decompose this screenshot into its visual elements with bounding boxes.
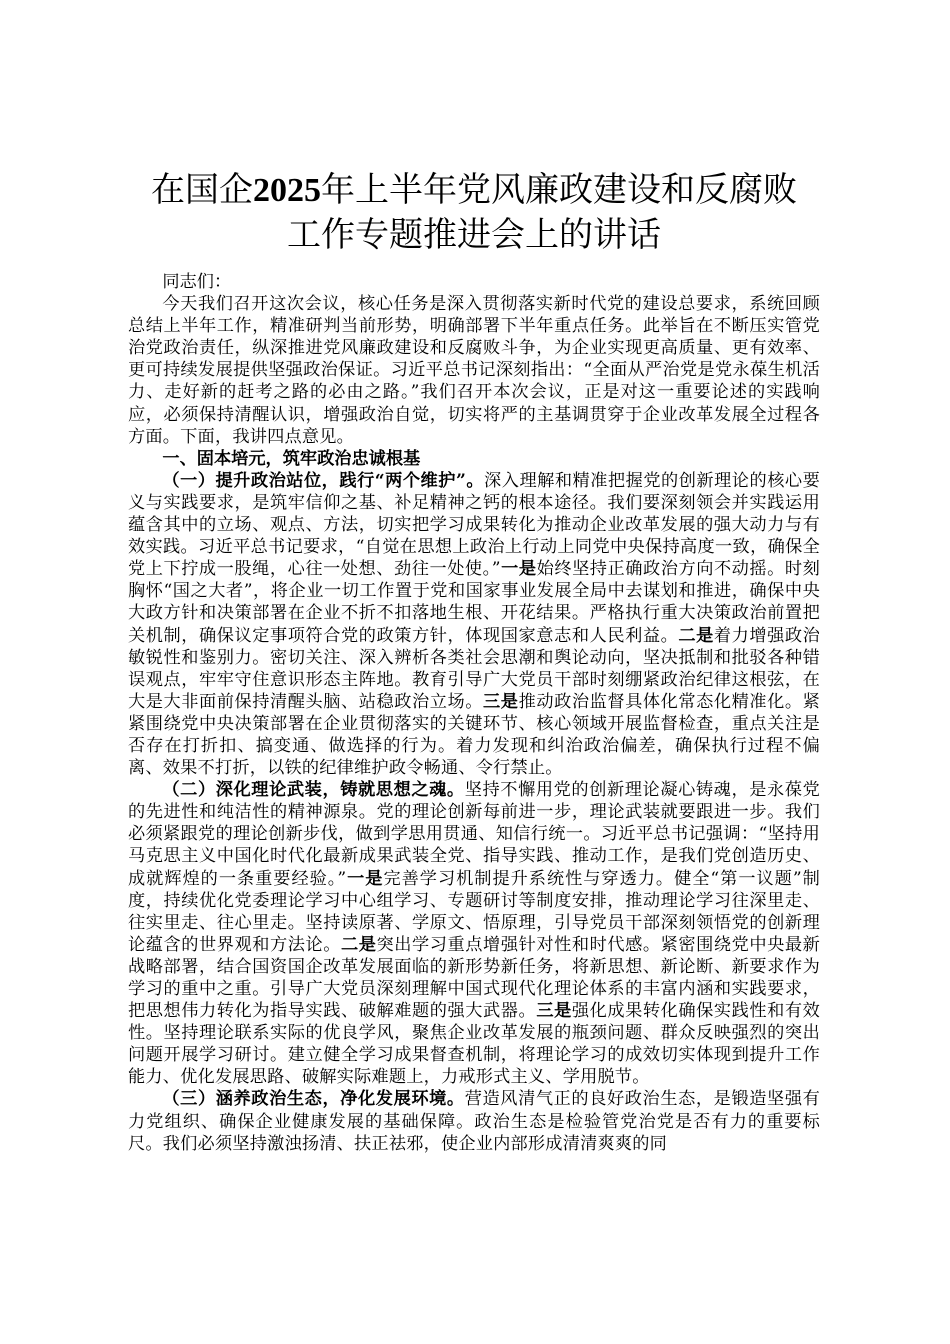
title-line2: 工作专题推进会上的讲话 [287, 215, 661, 255]
title-line1-post: 年上半年党风廉政建设和反腐败 [321, 170, 797, 210]
section-1-1-text-c: 着力增强政治敏锐性和鉴别力。密切关注、深入辨析各类社会思潮和舆论动向，坚决抵制和批驳各种错误观点，牢牢守住意识形态主阵地。教育引导广大党员干部时刻绷紧政治纪律这根弦，在大是大非面前保持清醒头脑、站稳政治立场。 [128, 625, 821, 712]
section-1-1-keyword-2: 二是 [678, 625, 714, 646]
section-1-3-paragraph [128, 1088, 820, 1154]
section-1-1-keyword-1: 一是 [500, 559, 537, 580]
section-1-1-text-d: 推动政治监督具体化常态化精准化。紧紧围绕党中央决策部署在企业贯彻落实的关键环节、核心领域开展监督检查，重点关注是否存在打折扣、搞变通、做选择的行为。着力发现和纠治政治偏差，确保执行过程不偏离、效果不打折，以铁的纪律维护政令畅通、令行禁止。 [128, 691, 820, 779]
section-1-2-text-d: 强化成果转化确保实践性和有效性。坚持理论联系实际的优良学风，聚焦企业改革发展的瓶颈问题、群众反映强烈的突出问题开展学习研讨。建立健全学习成果督查机制，将理论学习的成效切实体现到提升工作能力、优化发展思路、破解实际难题上，力戒形式主义、学用脱节。 [128, 1001, 820, 1088]
section-1-1-text-b: 始终坚持正确政治方向不动摇。时刻胸怀“国之大者”，将企业一切工作置于党和国家事业发展全局中去谋划和推进，确保中央大政方针和决策部署在企业不折不扣落地生根、开花结果。严格执行重大决策政治前置把关机制，确保议定事项符合党的政策方针，体现国家意志和人民利益。 [128, 559, 820, 646]
section-1-2-paragraph [128, 779, 820, 1088]
section-1-2-keyword-1: 一是 [346, 868, 384, 889]
section-1-1-heading: （一）提升政治站位，践行“两个维护”。 [162, 470, 485, 491]
intro-paragraph: 今天我们召开这次会议，核心任务是深入贯彻落实新时代党的建设总要求，系统回顾总结上半年工作，精准研判当前形势，明确部署下半年重点任务。此举旨在不断压实管党治党政治责任，纵深推进党风廉政建设和反腐败斗争，为企业实现更高质量、更有效率、更可持续发展提供坚强政治保证。习近平总书记深刻指出：“全面从严治党是党永葆生机活力、走好新的赶考之路的必由之路。”我们召开本次会议，正是对这一重要论述的实践响应，必须保持清醒认识，增强政治自觉，切实将严的主基调贯穿于企业改革发展全过程各方面。下面，我讲四点意见。 [128, 294, 820, 447]
section-1-2-text-b: 完善学习机制提升系统性与穿透力。健全“第一议题”制度，持续优化党委理论学习中心组学习、专题研讨等制度安排，推动理论学习往深里走、往实里走、往心里走。坚持读原著、学原文、悟原理，引导党员干部深刻领悟党的创新理论蕴含的世界观和方法论。 [128, 868, 820, 955]
section-1-1-text-a: 深入理解和精准把握党的创新理论的核心要义与实践要求，是筑牢信仰之基、补足精神之钙的根本途径。我们要深刻领会并实践运用蕴含其中的立场、观点、方法，切实把学习成果转化为推动企业改革发展的强大动力与有效实践。习近平总书记要求，“自觉在思想上政治上行动上同党中央保持高度一致，确保全党上下拧成一股绳，心往一处想、劲往一处使。” [128, 470, 820, 580]
title-line1-pre: 在国企 [151, 170, 253, 210]
section-1-3-heading: （三）涵养政治生态，净化发展环境。 [162, 1089, 465, 1110]
section-1-2-keyword-2: 二是 [341, 934, 377, 955]
section-1-2-keyword-3: 三是 [536, 1001, 572, 1022]
document-title [128, 168, 820, 257]
title-year: 2025 [253, 172, 321, 209]
section-1-1-keyword-3: 三是 [483, 691, 519, 712]
section-1-2-text-a: 坚持不懈用党的创新理论凝心铸魂，是永葆党的先进性和纯洁性的精神源泉。党的理论创新每前进一步，理论武装就要跟进一步。我们必须紧跟党的理论创新步伐，做到学思用贯通、知信行统一。习近平总书记强调：“坚持用马克思主义中国化时代化最新成果武装全党、指导实践、推动工作，是我们党创造历史、成就辉煌的一条重要经验。” [128, 780, 820, 889]
section-1-1-paragraph [128, 470, 820, 779]
section-1-3-text-a: 营造风清气正的良好政治生态，是锻造坚强有力党组织、确保企业健康发展的基础保障。政治生态是检验管党治党是否有力的重要标尺。我们必须坚持激浊扬清、扶正祛邪，使企业内部形成清清爽爽的同 [128, 1089, 820, 1154]
section-1-heading: 一、固本培元，筑牢政治忠诚根基 [162, 448, 421, 469]
salutation: 同志们： [162, 272, 232, 292]
section-1-2-heading: （二）深化理论武装，铸就思想之魂。 [162, 780, 465, 801]
document-page [128, 168, 820, 1155]
section-1-2-text-c: 突出学习重点增强针对性和时代感。紧密围绕党中央最新战略部署，结合国资国企改革发展面临的新形势新任务，将新思想、新论断、新要求作为学习的重中之重。引导广大党员深刻理解中国式现代化理论体系的丰富内涵和实践要求，把思想伟力转化为指导实践、破解难题的强大武器。 [128, 934, 820, 1022]
